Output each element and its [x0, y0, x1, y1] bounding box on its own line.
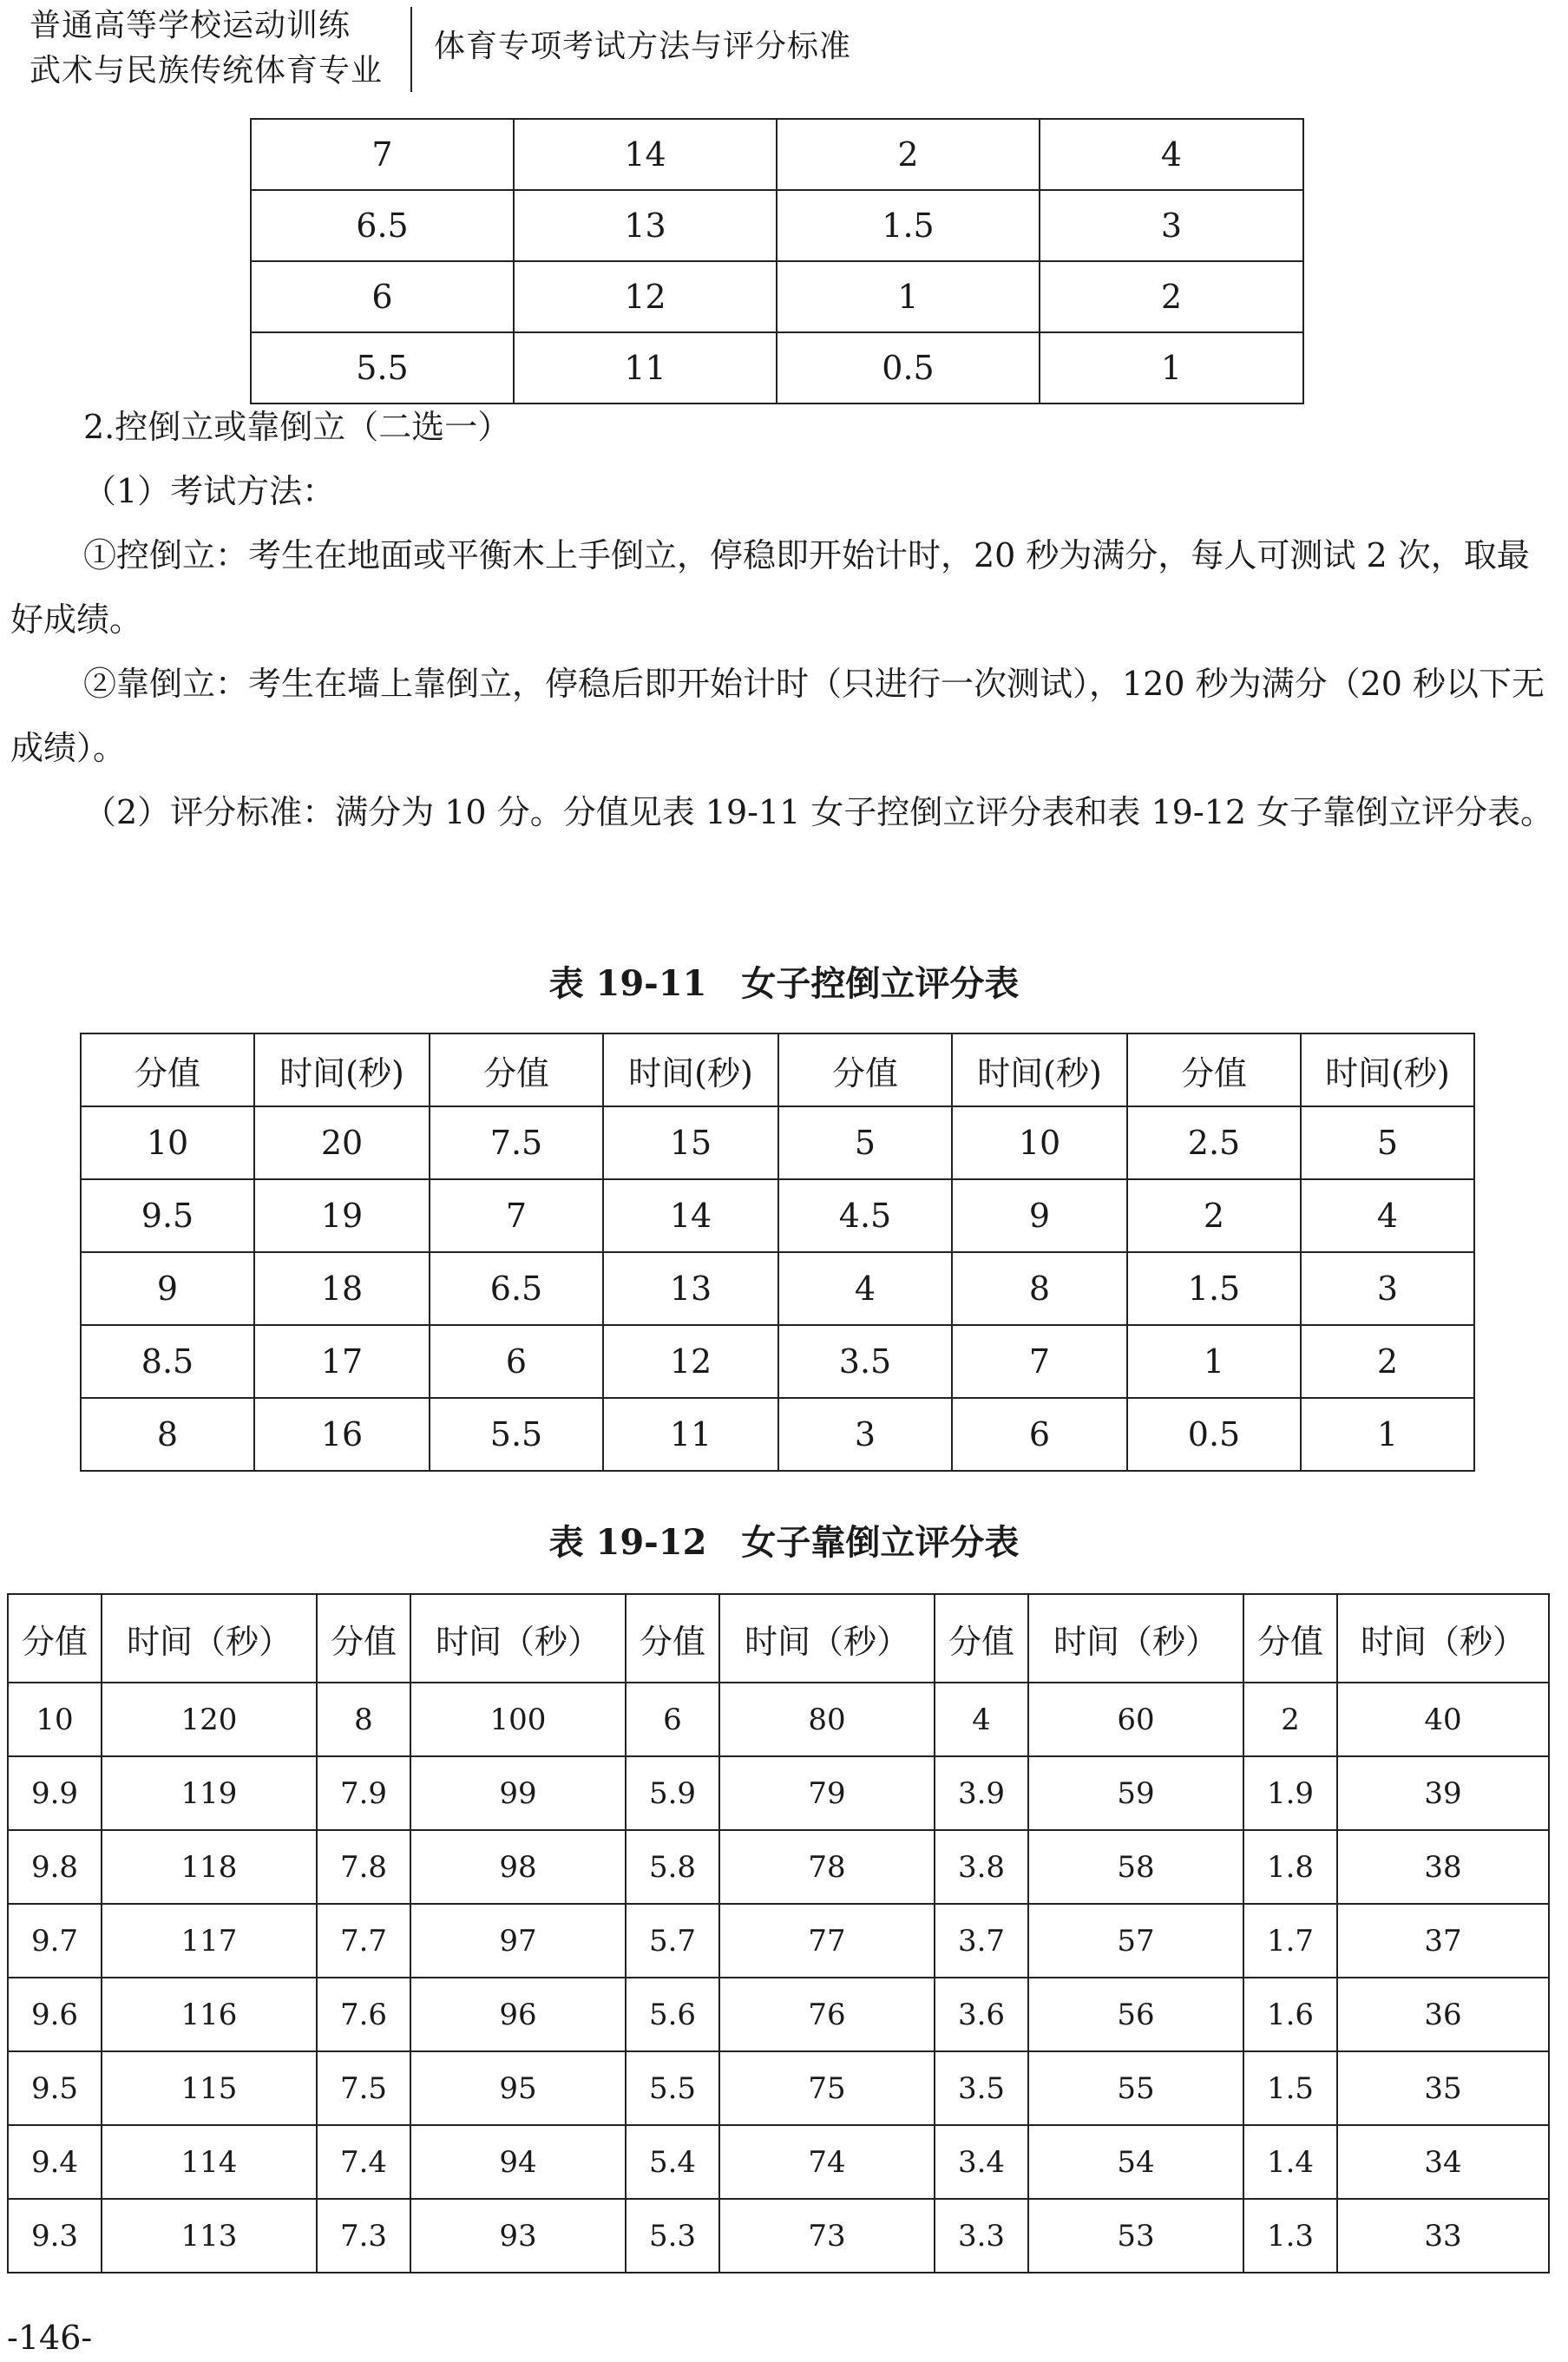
header-left-line1: 普通高等学校运动训练	[30, 8, 351, 43]
table-row	[8, 1830, 1549, 1904]
table-cell: 10	[952, 1106, 1127, 1179]
table-cell: 6	[952, 1398, 1127, 1471]
header-book-title	[30, 3, 383, 94]
table-cell: 9.8	[8, 1830, 102, 1904]
table-cell: 6	[430, 1325, 603, 1398]
table-cell: 6.5	[251, 190, 514, 261]
table-cell: 5.5	[626, 2051, 719, 2125]
table-row	[81, 1325, 1474, 1398]
table-cell: 3.4	[935, 2125, 1028, 2199]
table-cell: 74	[719, 2125, 935, 2199]
table-row	[8, 2051, 1549, 2125]
table-cell: 60	[1028, 1683, 1243, 1756]
table-cell: 9.3	[8, 2199, 102, 2273]
table-cell: 95	[410, 2051, 626, 2125]
table-row	[251, 190, 1303, 261]
table-header-row	[81, 1033, 1474, 1106]
table-cell: 5.6	[626, 1978, 719, 2051]
table-cell: 118	[102, 1830, 317, 1904]
table-cell: 3.5	[935, 2051, 1028, 2125]
column-header: 分值	[317, 1594, 410, 1683]
table-cell: 9.6	[8, 1978, 102, 2051]
table-cell: 14	[514, 119, 777, 190]
table-19-12	[7, 1593, 1550, 2273]
table-cell: 9.9	[8, 1756, 102, 1830]
column-header: 时间（秒）	[410, 1594, 626, 1683]
table-cell: 15	[603, 1106, 778, 1179]
table-cell: 4	[778, 1252, 952, 1325]
table-cell: 75	[719, 2051, 935, 2125]
table-cell: 3.8	[935, 1830, 1028, 1904]
table-cell: 5.9	[626, 1756, 719, 1830]
table-cell: 5.5	[251, 332, 514, 404]
continued-score-table	[250, 118, 1304, 404]
section-title: 2.控倒立或靠倒立（二选一）	[83, 408, 511, 446]
table-cell: 78	[719, 1830, 935, 1904]
table-cell: 2	[1243, 1683, 1337, 1756]
table-cell: 13	[603, 1252, 778, 1325]
table-cell: 9.5	[8, 2051, 102, 2125]
table-cell: 3.3	[935, 2199, 1028, 2273]
table-cell: 4.5	[778, 1179, 952, 1252]
table-row	[81, 1179, 1474, 1252]
table-cell: 9	[81, 1252, 254, 1325]
table-cell: 20	[254, 1106, 430, 1179]
table-row	[8, 2199, 1549, 2273]
table-cell: 7	[430, 1179, 603, 1252]
table-cell: 18	[254, 1252, 430, 1325]
column-header: 分值	[626, 1594, 719, 1683]
table-cell: 117	[102, 1904, 317, 1978]
header-chapter-title: 体育专项考试方法与评分标准	[434, 29, 852, 64]
table-cell: 9	[952, 1179, 1127, 1252]
column-header: 时间(秒)	[603, 1033, 778, 1106]
table-cell: 5	[778, 1106, 952, 1179]
table-cell: 2	[777, 119, 1040, 190]
scoring-standard-paragraph: （2）评分标准：满分为 10 分。分值见表 19-11 女子控倒立评分表和表 19-12 女子靠倒立评分表。	[83, 793, 1554, 831]
table-row	[8, 2125, 1549, 2199]
method-heading: （1）考试方法：	[83, 472, 336, 510]
table-cell: 3	[1040, 190, 1303, 261]
table-cell: 2.5	[1127, 1106, 1301, 1179]
column-header: 时间(秒)	[254, 1033, 430, 1106]
column-header: 分值	[430, 1033, 603, 1106]
column-header: 分值	[8, 1594, 102, 1683]
table-cell: 2	[1301, 1325, 1474, 1398]
table-cell: 116	[102, 1978, 317, 2051]
table-cell: 120	[102, 1683, 317, 1756]
table-cell: 13	[514, 190, 777, 261]
table-cell: 12	[514, 261, 777, 332]
table-cell: 6.5	[430, 1252, 603, 1325]
table-cell: 4	[935, 1683, 1028, 1756]
table-cell: 9.7	[8, 1904, 102, 1978]
table-cell: 9.5	[81, 1179, 254, 1252]
table-cell: 37	[1337, 1904, 1549, 1978]
column-header: 分值	[1127, 1033, 1301, 1106]
table-cell: 7	[251, 119, 514, 190]
column-header: 时间（秒）	[1337, 1594, 1549, 1683]
table-row	[81, 1398, 1474, 1471]
method-wall-handstand-paragraph: ②靠倒立：考生在墙上靠倒立，停稳后即开始计时（只进行一次测试），120 秒为满分（20 秒以下无成绩）。	[10, 665, 1545, 767]
table-row	[81, 1252, 1474, 1325]
table-cell: 8	[952, 1252, 1127, 1325]
table-cell: 94	[410, 2125, 626, 2199]
table-cell: 59	[1028, 1756, 1243, 1830]
table-cell: 19	[254, 1179, 430, 1252]
table-row	[8, 1904, 1549, 1978]
table-cell: 0.5	[1127, 1398, 1301, 1471]
table-row	[251, 261, 1303, 332]
table-cell: 1.9	[1243, 1756, 1337, 1830]
table-cell: 10	[81, 1106, 254, 1179]
table-cell: 1.8	[1243, 1830, 1337, 1904]
table-cell: 56	[1028, 1978, 1243, 2051]
table-cell: 35	[1337, 2051, 1549, 2125]
page-number: -146-	[7, 2319, 93, 2357]
table-cell: 11	[514, 332, 777, 404]
table-cell: 7.7	[317, 1904, 410, 1978]
table-row	[8, 1756, 1549, 1830]
table-cell: 4	[1040, 119, 1303, 190]
table-cell: 7.9	[317, 1756, 410, 1830]
table-cell: 5.4	[626, 2125, 719, 2199]
table-cell: 98	[410, 1830, 626, 1904]
table-header-row	[8, 1594, 1549, 1683]
table-cell: 54	[1028, 2125, 1243, 2199]
table-cell: 2	[1040, 261, 1303, 332]
table-cell: 53	[1028, 2199, 1243, 2273]
header-divider	[410, 7, 412, 92]
table-cell: 40	[1337, 1683, 1549, 1756]
table-cell: 8.5	[81, 1325, 254, 1398]
page-header	[0, 0, 1568, 95]
table-cell: 3.6	[935, 1978, 1028, 2051]
column-header: 分值	[1243, 1594, 1337, 1683]
column-header: 时间(秒)	[952, 1033, 1127, 1106]
table-cell: 8	[81, 1398, 254, 1471]
table-cell: 5	[1301, 1106, 1474, 1179]
table-cell: 99	[410, 1756, 626, 1830]
table-cell: 11	[603, 1398, 778, 1471]
table-cell: 5.5	[430, 1398, 603, 1471]
column-header: 分值	[778, 1033, 952, 1106]
table-cell: 76	[719, 1978, 935, 2051]
column-header: 分值	[81, 1033, 254, 1106]
table-cell: 7.4	[317, 2125, 410, 2199]
table-cell: 38	[1337, 1830, 1549, 1904]
table-cell: 77	[719, 1904, 935, 1978]
table-row	[251, 119, 1303, 190]
table-cell: 12	[603, 1325, 778, 1398]
table-cell: 0.5	[777, 332, 1040, 404]
table-row	[8, 1978, 1549, 2051]
table-cell: 9.4	[8, 2125, 102, 2199]
table-cell: 33	[1337, 2199, 1549, 2273]
table-cell: 3.7	[935, 1904, 1028, 1978]
column-header: 时间(秒)	[1301, 1033, 1474, 1106]
table-cell: 115	[102, 2051, 317, 2125]
table-cell: 96	[410, 1978, 626, 2051]
table-row	[251, 332, 1303, 404]
table-cell: 14	[603, 1179, 778, 1252]
table-cell: 1	[1040, 332, 1303, 404]
column-header: 分值	[935, 1594, 1028, 1683]
table-cell: 1.3	[1243, 2199, 1337, 2273]
table-cell: 97	[410, 1904, 626, 1978]
table-cell: 73	[719, 2199, 935, 2273]
table-cell: 7.6	[317, 1978, 410, 2051]
table-cell: 1	[1301, 1398, 1474, 1471]
table-cell: 7.5	[430, 1106, 603, 1179]
table-cell: 1.7	[1243, 1904, 1337, 1978]
table-cell: 2	[1127, 1179, 1301, 1252]
table-cell: 10	[8, 1683, 102, 1756]
table-cell: 1.4	[1243, 2125, 1337, 2199]
table-cell: 4	[1301, 1179, 1474, 1252]
table-cell: 57	[1028, 1904, 1243, 1978]
table-cell: 6	[626, 1683, 719, 1756]
table-cell: 5.7	[626, 1904, 719, 1978]
table-cell: 7.5	[317, 2051, 410, 2125]
table-cell: 6	[251, 261, 514, 332]
table-cell: 113	[102, 2199, 317, 2273]
table-cell: 119	[102, 1756, 317, 1830]
header-left-line2: 武术与民族传统体育专业	[30, 53, 384, 89]
table-cell: 3	[1301, 1252, 1474, 1325]
table-cell: 7.3	[317, 2199, 410, 2273]
table-row	[81, 1106, 1474, 1179]
table-cell: 1	[1127, 1325, 1301, 1398]
table-cell: 8	[317, 1683, 410, 1756]
table-cell: 3.9	[935, 1756, 1028, 1830]
table-19-11	[80, 1033, 1475, 1472]
table-cell: 100	[410, 1683, 626, 1756]
table-cell: 80	[719, 1683, 935, 1756]
table-cell: 1	[777, 261, 1040, 332]
table-cell: 17	[254, 1325, 430, 1398]
table-cell: 79	[719, 1756, 935, 1830]
column-header: 时间（秒）	[102, 1594, 317, 1683]
table-cell: 1.5	[1243, 2051, 1337, 2125]
table-cell: 5.8	[626, 1830, 719, 1904]
table-cell: 3	[778, 1398, 952, 1471]
table-cell: 55	[1028, 2051, 1243, 2125]
column-header: 时间（秒）	[1028, 1594, 1243, 1683]
table-19-11-caption: 表 19-11 女子控倒立评分表	[548, 963, 1020, 1004]
table-cell: 1.5	[777, 190, 1040, 261]
table-cell: 58	[1028, 1830, 1243, 1904]
table-cell: 3.5	[778, 1325, 952, 1398]
table-cell: 1.5	[1127, 1252, 1301, 1325]
table-cell: 16	[254, 1398, 430, 1471]
table-cell: 1.6	[1243, 1978, 1337, 2051]
column-header: 时间（秒）	[719, 1594, 935, 1683]
table-cell: 93	[410, 2199, 626, 2273]
table-19-12-caption: 表 19-12 女子靠倒立评分表	[548, 1522, 1020, 1563]
table-cell: 7	[952, 1325, 1127, 1398]
table-cell: 39	[1337, 1756, 1549, 1830]
table-row	[8, 1683, 1549, 1756]
table-cell: 114	[102, 2125, 317, 2199]
table-cell: 34	[1337, 2125, 1549, 2199]
table-cell: 36	[1337, 1978, 1549, 2051]
table-cell: 7.8	[317, 1830, 410, 1904]
table-cell: 5.3	[626, 2199, 719, 2273]
method-handstand-paragraph: ①控倒立：考生在地面或平衡木上手倒立，停稳即开始计时，20 秒为满分，每人可测试 2 次，取最好成绩。	[10, 536, 1530, 639]
